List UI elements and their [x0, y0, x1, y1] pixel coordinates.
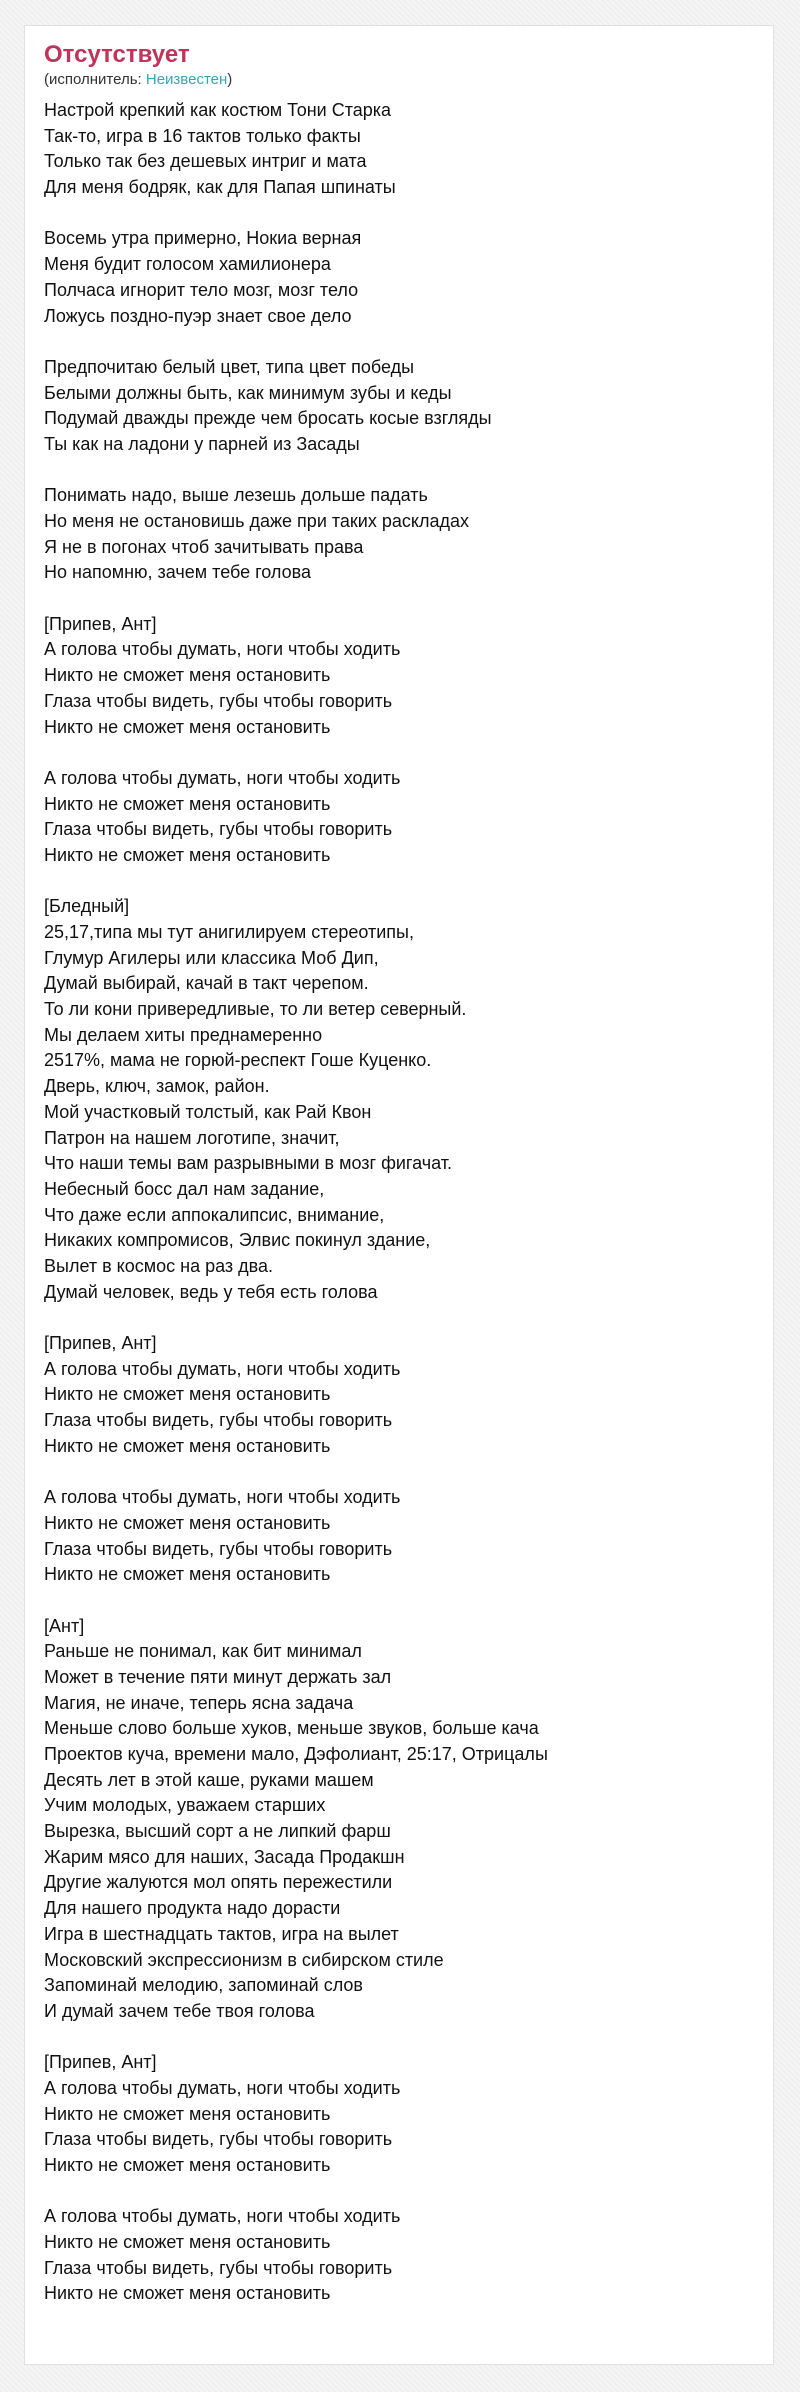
lyric-line: Магия, не иначе, теперь ясна задача — [44, 1692, 354, 1713]
lyric-line: 2517%, мама не горюй-респект Гоше Куценко. — [44, 1050, 432, 1071]
lyric-line: Ложусь поздно-пуэр знает свое дело — [44, 305, 352, 326]
stanza-break — [44, 1305, 754, 1331]
lyric-line: Подумай дважды прежде чем бросать косые взгляды — [44, 408, 492, 429]
lyric-line: Думай человек, ведь у тебя есть голова — [44, 1281, 378, 1302]
lyric-line: Вылет в космос на раз два. — [44, 1255, 274, 1276]
stanza-break — [44, 2179, 754, 2205]
lyric-line: Для меня бодряк, как для Папая шпинаты — [44, 177, 396, 198]
artist-suffix: ) — [227, 71, 233, 88]
lyric-line: Никто не сможет меня остановить — [44, 2103, 331, 2124]
lyric-line: Восемь утра примерно, Нокиа верная — [44, 228, 362, 249]
lyric-line: И думай зачем тебе твоя голова — [44, 2000, 315, 2021]
lyric-line: Десять лет в этой каше, руками машем — [44, 1769, 374, 1790]
lyric-line: Никто не сможет меня остановить — [44, 2283, 331, 2304]
lyric-line: Настрой крепкий как костюм Тони Старка — [44, 100, 392, 120]
stanza-break — [44, 458, 754, 484]
lyric-line: Только так без дешевых интриг и мата — [44, 151, 367, 172]
stanza-break — [44, 1459, 754, 1485]
lyric-line: Думай выбирай, качай в такт черепом. — [44, 973, 369, 994]
lyric-line: А голова чтобы думать, ноги чтобы ходить — [44, 2206, 401, 2227]
lyric-line: Глаза чтобы видеть, губы чтобы говорить — [44, 2129, 393, 2150]
lyric-line: А голова чтобы думать, ноги чтобы ходить — [44, 639, 401, 660]
artist-line — [44, 70, 754, 90]
lyric-line: Я не в погонах чтоб зачитывать права — [44, 536, 364, 557]
lyric-line: Проектов куча, времени мало, Дэфолиант, 25:17, Отрицалы — [44, 1744, 548, 1764]
lyric-line: Глаза чтобы видеть, губы чтобы говорить — [44, 1538, 393, 1559]
artist-link[interactable]: Неизвестен — [145, 71, 228, 88]
lyric-line: Никто не сможет меня остановить — [44, 1435, 331, 1456]
lyric-line: Патрон на нашем логотипе, значит, — [44, 1127, 340, 1148]
lyric-line: То ли кони привередливые, то ли ветер северный. — [44, 999, 467, 1020]
lyric-line: [Припев, Ант] — [44, 1333, 157, 1353]
lyric-line: Что даже если аппокалипсис, внимание, — [44, 1204, 385, 1225]
lyric-line: А голова чтобы думать, ноги чтобы ходить — [44, 1487, 401, 1508]
lyric-line: Что наши темы вам разрывными в мозг фигачат. — [44, 1153, 452, 1174]
lyric-line: 25,17,типа мы тут анигилируем стереотипы, — [44, 922, 414, 942]
lyrics-card — [24, 25, 774, 2365]
stanza-break — [44, 201, 754, 227]
lyric-line: Учим молодых, уважаем старших — [44, 1795, 326, 1816]
lyric-line: Никто не сможет меня остановить — [44, 1564, 331, 1585]
lyric-line: Раньше не понимал, как бит минимал — [44, 1641, 362, 1662]
lyric-line: [Бледный] — [44, 896, 130, 917]
lyric-line: Никто не сможет меня остановить — [44, 716, 331, 737]
lyric-line: Никто не сможет меня остановить — [44, 844, 331, 865]
lyric-line: Никто не сможет меня остановить — [44, 2232, 331, 2253]
lyric-line: Предпочитаю белый цвет, типа цвет победы — [44, 356, 415, 377]
stanza-break — [44, 2025, 754, 2051]
lyric-line: Никто не сможет меня остановить — [44, 1384, 331, 1405]
lyric-line: Меня будит голосом хамилионера — [44, 254, 331, 275]
song-title: Отсутствует — [44, 41, 190, 68]
lyric-line: Московский экспрессионизм в сибирском стиле — [44, 1949, 444, 1970]
lyric-line: Дверь, ключ, замок, район. — [44, 1076, 270, 1097]
lyric-line: Но меня не остановишь даже при таких раскладах — [44, 511, 469, 531]
stanza-break — [44, 740, 754, 766]
lyric-line: Жарим мясо для наших, Засада Продакшн — [44, 1846, 405, 1867]
lyrics-text — [44, 98, 754, 2307]
lyric-line: Запоминай мелодию, запоминай слов — [44, 1975, 363, 1996]
lyric-line: [Припев, Ант] — [44, 2052, 157, 2073]
lyric-line: Ты как на ладони у парней из Засады — [44, 433, 360, 454]
lyric-line: Для нашего продукта надо дорасти — [44, 1898, 341, 1919]
lyric-line: Небесный босс дал нам задание, — [44, 1178, 325, 1199]
lyric-line: Глаза чтобы видеть, губы чтобы говорить — [44, 2257, 393, 2278]
lyric-line: [Припев, Ант] — [44, 613, 157, 634]
lyric-line: А голова чтобы думать, ноги чтобы ходить — [44, 2077, 401, 2098]
artist-prefix: (исполнитель: — [44, 71, 146, 88]
stanza-break — [44, 329, 754, 355]
lyric-line: Глаза чтобы видеть, губы чтобы говорить — [44, 1410, 393, 1431]
lyric-line: Может в течение пяти минут держать зал — [44, 1666, 392, 1687]
stanza-break — [44, 1588, 754, 1614]
lyric-line: Никто не сможет меня остановить — [44, 2155, 331, 2175]
lyric-line: Мы делаем хиты преднамеренно — [44, 1024, 323, 1045]
lyric-line: А голова чтобы думать, ноги чтобы ходить — [44, 767, 401, 788]
lyric-line: А голова чтобы думать, ноги чтобы ходить — [44, 1358, 401, 1379]
lyric-line: Мой участковый толстый, как Рай Квон — [44, 1101, 372, 1122]
lyric-line: Но напомню, зачем тебе голова — [44, 562, 312, 583]
lyric-line: Никто не сможет меня остановить — [44, 665, 331, 686]
lyric-line: Глаза чтобы видеть, губы чтобы говорить — [44, 690, 393, 711]
stanza-break — [44, 586, 754, 612]
lyric-line: Никто не сможет меня остановить — [44, 793, 331, 814]
lyric-line: Понимать надо, выше лезешь дольше падать — [44, 485, 428, 506]
lyric-line: [Ант] — [44, 1615, 85, 1636]
lyric-line: Меньше слово больше хуков, меньше звуков, больше кача — [44, 1718, 539, 1739]
lyric-line: Так-то, игра в 16 тактов только факты — [44, 125, 361, 146]
lyric-line: Глумур Агилеры или классика Моб Дип, — [44, 947, 379, 968]
lyric-line: Другие жалуются мол опять пережестили — [44, 1872, 393, 1893]
lyric-line: Белыми должны быть, как минимум зубы и кеды — [44, 382, 452, 403]
lyric-line: Вырезка, высший сорт а не липкий фарш — [44, 1821, 391, 1842]
lyric-line: Игра в шестнадцать тактов, игра на вылет — [44, 1923, 399, 1944]
lyric-line: Никаких компромисов, Элвис покинул здание, — [44, 1230, 431, 1251]
lyric-line: Никто не сможет меня остановить — [44, 1512, 331, 1533]
lyric-line: Глаза чтобы видеть, губы чтобы говорить — [44, 819, 393, 840]
lyric-line: Полчаса игнорит тело мозг, мозг тело — [44, 279, 359, 300]
stanza-break — [44, 869, 754, 895]
